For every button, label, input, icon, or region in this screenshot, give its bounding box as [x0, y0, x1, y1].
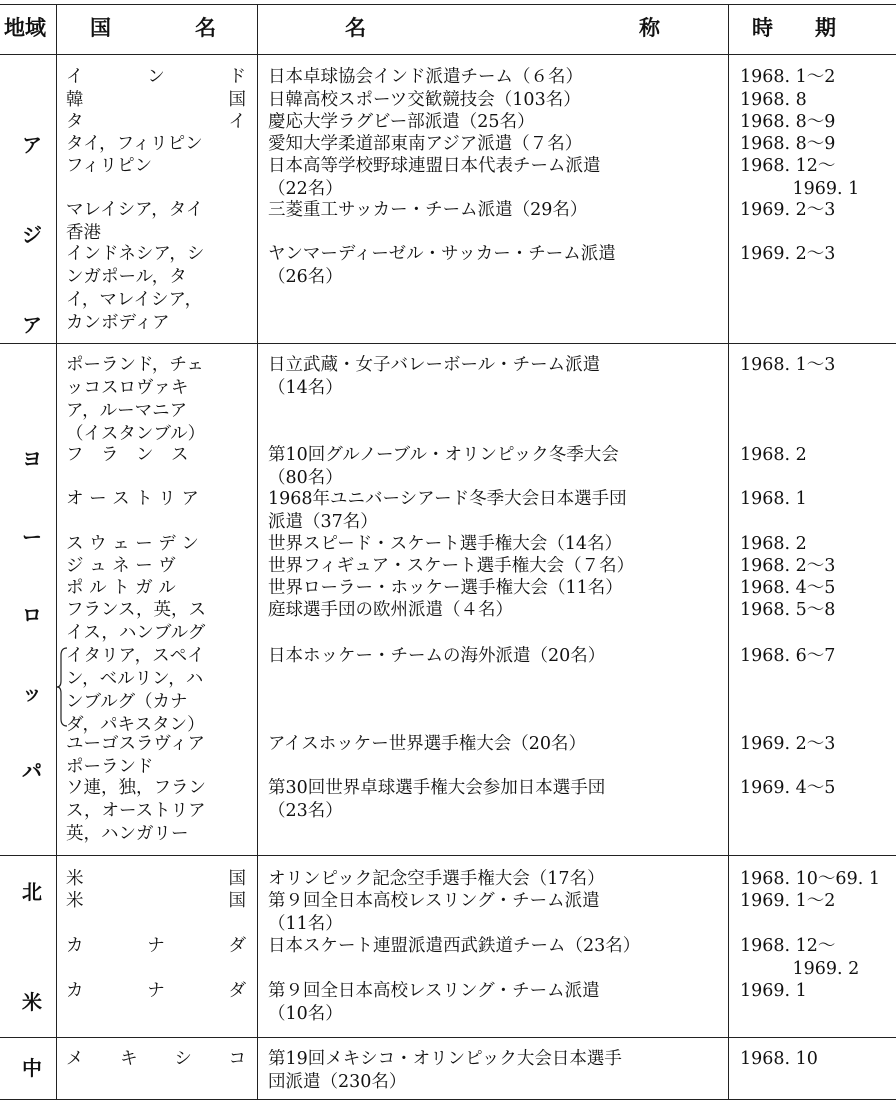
col-divider-3 — [728, 4, 729, 1099]
section-rule-europe — [0, 343, 896, 344]
period-cell: 1968. 10～69. 1 — [740, 869, 880, 889]
period-cell: 1969. 2～3 — [740, 244, 836, 264]
col-divider-2 — [257, 4, 258, 1099]
period-cell: 1969. 2～3 — [740, 734, 836, 754]
country-cell: ジ ュ ネ ー ヴ — [66, 556, 176, 576]
country-cell: タ イ — [66, 112, 246, 132]
header-period: 時 期 — [752, 16, 836, 40]
name-cell: 三菱重工サッカー・チーム派遣（29名） — [268, 200, 588, 220]
country-cell: ソ連，独，フラン ス，オーストリア 英，ハンガリー — [66, 778, 206, 844]
country-cell: メ キ シ コ — [66, 1049, 246, 1069]
name-cell: 慶応大学ラグビー部派遣（25名） — [268, 112, 535, 132]
country-cell: ユーゴスラヴィア ポーランド — [66, 734, 205, 777]
period-cell: 1969. 4～5 — [740, 778, 836, 798]
region-asia: ア ジ ア — [22, 133, 42, 337]
country-cell: イ ン ド — [66, 67, 246, 87]
period-cell: 1968. 12～ 1969. 1 — [740, 156, 860, 199]
name-cell: 日韓高校スポーツ交歓競技会（103名） — [268, 90, 581, 110]
period-cell: 1968. 1～2 — [740, 67, 836, 87]
name-cell: 1968年ユニバーシアード冬季大会日本選手団 派遣（37名） — [268, 489, 627, 532]
header-name: 名 称 — [345, 16, 660, 40]
country-cell: フ ラ ン ス — [66, 445, 189, 465]
name-cell: 第30回世界卓球選手権大会参加日本選手団 （23名） — [268, 778, 606, 821]
name-cell: 愛知大学柔道部東南アジア派遣（７名） — [268, 134, 583, 154]
header-country: 国 名 — [90, 16, 216, 40]
section-rule-central-america — [0, 1037, 896, 1038]
region-america: 米 — [22, 990, 42, 1014]
country-cell: ポ ル ト ガ ル — [66, 578, 176, 598]
header-region: 地域 — [4, 16, 46, 40]
country-cell: マレイシア，タイ 香港 — [66, 200, 204, 243]
name-cell: 世界フィギュア・スケート選手権大会（７名） — [268, 556, 635, 576]
country-cell: 米 国 — [66, 869, 246, 889]
header-bottom-rule — [0, 54, 896, 55]
country-cell: タイ，フィリピン — [66, 134, 203, 154]
name-cell: 第10回グルノーブル・オリンピック冬季大会 （80名） — [268, 445, 619, 488]
country-cell: ス ウ ェ ー デ ン — [66, 534, 199, 554]
section-rule-north-america — [0, 855, 896, 856]
header-top-rule — [0, 4, 896, 5]
period-cell: 1968. 2 — [740, 534, 807, 554]
country-cell: カ ナ ダ — [66, 936, 246, 956]
name-cell: 日本高等学校野球連盟日本代表チーム派遣 （22名） — [268, 156, 601, 199]
country-cell: 韓 国 — [66, 90, 246, 110]
period-cell: 1968. 8 — [740, 90, 807, 110]
name-cell: 日本ホッケー・チームの海外派遣（20名） — [268, 646, 606, 666]
region-north: 北 — [22, 880, 42, 904]
period-cell: 1968. 5～8 — [740, 600, 836, 620]
period-cell: 1968. 1～3 — [740, 355, 836, 375]
period-cell: 1968. 4～5 — [740, 578, 836, 598]
table-bottom-rule — [0, 1099, 896, 1100]
name-cell: 日立武蔵・女子バレーボール・チーム派遣 （14名） — [268, 355, 601, 398]
period-cell: 1968. 12～ 1969. 2 — [740, 936, 860, 979]
country-cell: インドネシア，シ ンガポール，タ イ，マレイシア， カンボディア — [66, 244, 205, 333]
name-cell: 日本卓球協会インド派遣チーム（６名） — [268, 67, 583, 87]
period-cell: 1968. 1 — [740, 489, 807, 509]
period-cell: 1968. 8～9 — [740, 112, 836, 132]
name-cell: 第９回全日本高校レスリング・チーム派遣 （11名） — [268, 891, 600, 934]
country-cell: オ ー ス ト リ ア — [66, 489, 199, 509]
country-cell: イタリア，スペイ ン，ベルリン，ハ ンブルグ（カナ ダ，パキスタン） — [66, 646, 205, 735]
name-cell: アイスホッケー世界選手権大会（20名） — [268, 734, 587, 754]
period-cell: 1969. 1 — [740, 981, 807, 1001]
region-central: 中 — [22, 1056, 42, 1080]
name-cell: 第９回全日本高校レスリング・チーム派遣 （10名） — [268, 981, 600, 1024]
name-cell: 第19回メキシコ・オリンピック大会日本選手 団派遣（230名） — [268, 1049, 622, 1092]
period-cell: 1968. 2～3 — [740, 556, 836, 576]
name-cell: 日本スケート連盟派遣西武鉄道チーム（23名） — [268, 936, 641, 956]
country-cell: フィリピン — [66, 156, 153, 176]
country-cell: カ ナ ダ — [66, 981, 246, 1001]
period-cell: 1968. 2 — [740, 445, 807, 465]
country-cell: フランス，英，ス イス，ハンブルグ — [66, 600, 206, 643]
period-cell: 1968. 6～7 — [740, 646, 836, 666]
name-cell: 世界ローラー・ホッケー選手権大会（11名） — [268, 578, 623, 598]
region-europe: ヨ ー ロ ッ パ — [22, 447, 42, 783]
name-cell: ヤンマーディーゼル・サッカー・チーム派遣 （26名） — [268, 244, 616, 287]
period-cell: 1969. 2～3 — [740, 200, 836, 220]
period-cell: 1969. 1～2 — [740, 891, 836, 911]
name-cell: オリンピック記念空手選手権大会（17名） — [268, 869, 605, 889]
period-cell: 1968. 10 — [740, 1049, 818, 1069]
name-cell: 世界スピード・スケート選手権大会（14名） — [268, 534, 623, 554]
col-divider-1 — [56, 4, 57, 1099]
name-cell: 庭球選手団の欧州派遣（４名） — [268, 600, 513, 620]
country-cell: ポーランド，チェ ッコスロヴァキ ア，ルーマニア （イスタンブル） — [66, 355, 206, 444]
period-cell: 1968. 8～9 — [740, 134, 836, 154]
country-cell: 米 国 — [66, 891, 246, 911]
